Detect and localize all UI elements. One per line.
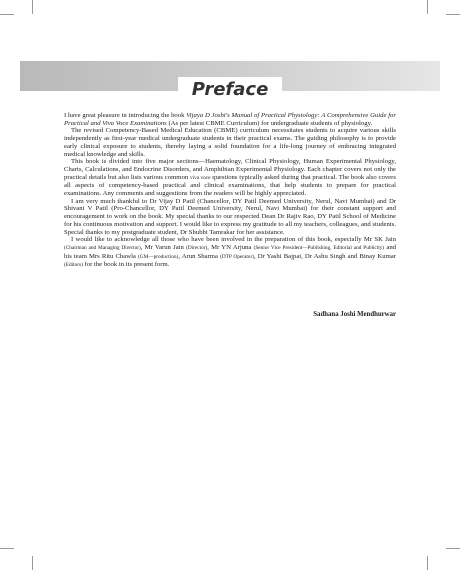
paragraph-5-text-c: , Mr YN Arjuna [207, 243, 254, 251]
paragraph-5-text-d: and his team Mrs Ritu Chawla [64, 243, 397, 260]
role-dtp: (DTP Operator) [220, 253, 254, 260]
crop-mark-bottom-right-vertical [427, 556, 428, 570]
preface-body [64, 112, 396, 270]
crop-mark-top-left-vertical [32, 0, 33, 14]
role-svp: (Senior Vice President—Publishing, Editorial and Publicity) [253, 244, 385, 251]
crop-mark-top-right-horizontal [446, 14, 460, 15]
author-signature: Sadhana Joshi Mendhurwar [313, 311, 396, 318]
paragraph-4: I am very much thankful to Dr Vijay D Patil (Chancellor, DY Patil Deemed University, Nerul, Navi Mumbai) and Dr Shivani V Patil (Pro-Chancellor, DY Patil Deemed University, Nerul, Navi Mumbai) for their constant support and encouragement to work on the book. My special thanks to our respected Dean Dr Rajiv Rao, DY Patil School of Medicine for his continuous motivation and support. I would like to express my gratitude to all my teachers, colleagues, and students. Special thanks to my postgraduate student, Dr Shubhi Tamrakar for her assistance. [64, 197, 396, 236]
crop-mark-top-right-vertical [427, 0, 428, 14]
paragraph-1-text-b: (As per latest CBME Curriculum) for undergraduate students of physiology. [166, 119, 373, 127]
paragraph-5-text-f: , Dr Yashi Bajpai, Dr Ashu Singh and Binay Kumar [254, 252, 396, 260]
title-area [20, 74, 440, 104]
paragraph-2: The revised Competency-Based Medical Education (CBME) curriculum necessitates students to acquire various skills independently as first-year medical undergraduate students in their practical exams. The guiding philosophy is to provide early clinical exposure to students, thereby laying a solid foundation for a life-long journey of embracing integrated medical knowledge and skills. [64, 127, 396, 158]
crop-mark-bottom-right-horizontal [446, 548, 460, 549]
paragraph-5-text-b: , Mr Varun Jain [140, 243, 187, 251]
paragraph-5-text-a: I would like to acknowledge all those who have been involved in the preparation of this book, especially Mr SK Jain [71, 236, 396, 244]
role-gm: (GM—production) [138, 253, 179, 260]
paragraph-5-text-g: for the book in its present form. [82, 261, 170, 269]
paragraph-5 [64, 236, 396, 270]
crop-mark-bottom-left-horizontal [0, 548, 14, 549]
paragraph-3 [64, 158, 396, 198]
viva-voce-term: viva voce [189, 174, 211, 181]
crop-mark-top-left-horizontal [0, 14, 14, 15]
page-title: Preface [178, 77, 283, 102]
paragraph-3-text-a: This book is divided into five major sections—Haematology, Clinical Physiology, Human Experimental Physiology, Charts, Calculations, and Endocrine Disorders, and Amphibian Experimental Physiology. Each chapter covers not only the practical details but also lists various common [64, 158, 396, 181]
paragraph-1-text-a: I have great pleasure in introducing the book [64, 112, 187, 119]
paragraph-3-text-b: questions typically asked during that practical. The book also covers all aspects of competency-based practical and clinical examinations, that help students to prepare for practical examinations. Any comments and suggestions from the readers will be highly appreciated. [64, 173, 396, 198]
paragraph-5-text-e: , Arun Sharma [178, 252, 221, 260]
crop-mark-bottom-left-vertical [32, 556, 33, 570]
role-director: (Director) [186, 244, 208, 251]
role-editors: (Editors) [64, 262, 83, 269]
paragraph-1 [64, 112, 396, 127]
role-chairman: (Chairman and Managing Director) [64, 244, 141, 251]
book-title: Vijaya D Joshi's Manual of Practical Physiology: A Comprehensive Guide for Practical and Viva Voce Examinations [64, 112, 396, 127]
